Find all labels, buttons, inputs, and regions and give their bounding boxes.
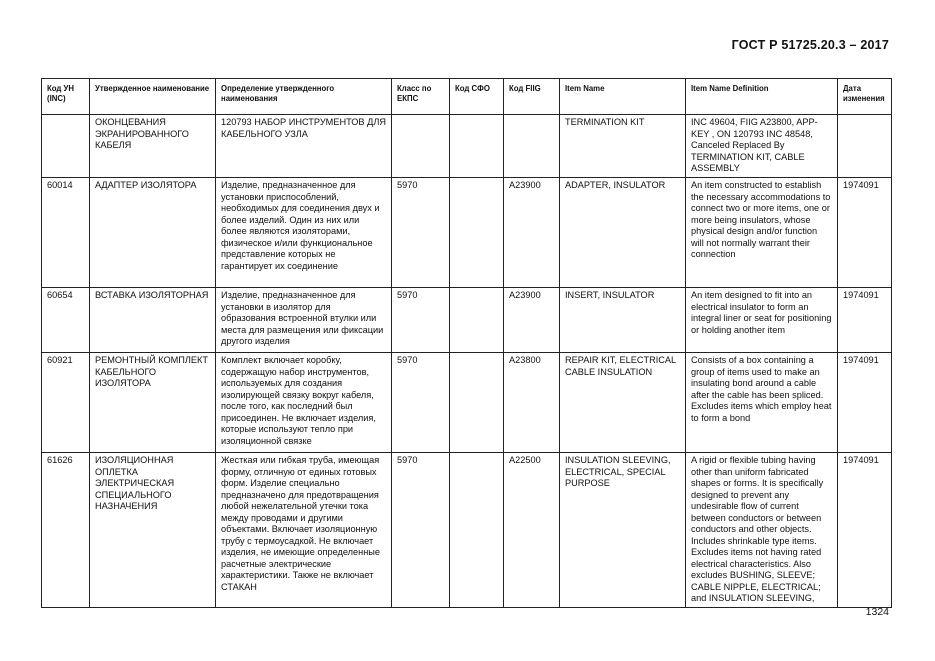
col-header-item-name: Item Name <box>560 79 686 115</box>
cell-def-ru: 120793 НАБОР ИНСТРУМЕНТОВ ДЛЯ КАБЕЛЬНОГО УЗЛА <box>216 115 392 178</box>
cell-name-ru: ВСТАВКА ИЗОЛЯТОРНАЯ <box>90 288 216 353</box>
item-names-table <box>41 78 892 608</box>
cell-sfo <box>450 178 504 288</box>
table-header-row <box>42 79 892 115</box>
cell-item-name: INSULATION SLEEVING, ELECTRICAL, SPECIAL PURPOSE <box>560 453 686 608</box>
cell-date: 1974091 <box>838 453 892 608</box>
cell-name-ru: ОКОНЦЕВАНИЯ ЭКРАНИРОВАННОГО КАБЕЛЯ <box>90 115 216 178</box>
document-code: ГОСТ Р 51725.20.3 – 2017 <box>731 38 889 52</box>
cell-inc: 61626 <box>42 453 90 608</box>
cell-fiig: A23800 <box>504 353 560 453</box>
cell-date <box>838 115 892 178</box>
cell-sfo <box>450 288 504 353</box>
table-row <box>42 353 892 453</box>
cell-item-name: TERMINATION KIT <box>560 115 686 178</box>
cell-item-def: Consists of a box containing a group of items used to make an insulating bond around a cable after the cable has been spliced. Excludes items which employ heat to form a bond <box>686 353 838 453</box>
cell-item-def: INC 49604, FIIG A23800, APP-KEY , ON 120793 INC 48548, Canceled Replaced By TERMINATION KIT, CABLE ASSEMBLY <box>686 115 838 178</box>
cell-name-ru: РЕМОНТНЫЙ КОМПЛЕКТ КАБЕЛЬНОГО ИЗОЛЯТОРА <box>90 353 216 453</box>
cell-class: 5970 <box>392 453 450 608</box>
cell-fiig <box>504 115 560 178</box>
table-row <box>42 453 892 608</box>
cell-def-ru: Жесткая или гибкая труба, имеющая форму, отличную от единых готовых форм. Изделие специально предназначено для предотвращения любой нежелательной утечки тока между проводами и другими объектами. Включает изоляционную трубу с термоусадкой. Не включает изделия, не имеющие определенные расчетные электрические характеристики. Также не включает СТАКАН <box>216 453 392 608</box>
cell-def-ru: Изделие, предназначенное для установки приспособлений, необходимых для соединения двух и более изделий. Один из них или более являются изоляторами, физическое и/или функциональное представление которых не гарантирует их соединение <box>216 178 392 288</box>
cell-fiig: A22500 <box>504 453 560 608</box>
col-header-def-ru: Определение утвержденного наименования <box>216 79 392 115</box>
page-number: 1324 <box>865 606 889 618</box>
cell-inc: 60654 <box>42 288 90 353</box>
cell-sfo <box>450 353 504 453</box>
cell-fiig: A23900 <box>504 178 560 288</box>
col-header-sfo: Код СФО <box>450 79 504 115</box>
cell-item-def: An item constructed to establish the necessary accommodations to connect two or more items, one or more being insulators, whose physical design and/or function will not normally warrant their connection <box>686 178 838 288</box>
cell-sfo <box>450 453 504 608</box>
cell-class: 5970 <box>392 178 450 288</box>
cell-class: 5970 <box>392 353 450 453</box>
cell-date: 1974091 <box>838 288 892 353</box>
cell-inc: 60014 <box>42 178 90 288</box>
col-header-class: Класс по ЕКПС <box>392 79 450 115</box>
cell-def-ru: Комплект включает коробку, содержащую набор инструментов, используемых для создания изолирующей связку вокруг кабеля, после того, как последний был присоединен. Не включает изделия, которые используют тепло при изоляционной связке <box>216 353 392 453</box>
col-header-date: Дата изменения <box>838 79 892 115</box>
cell-item-name: REPAIR KIT, ELECTRICAL CABLE INSULATION <box>560 353 686 453</box>
cell-inc: 60921 <box>42 353 90 453</box>
cell-class: 5970 <box>392 288 450 353</box>
col-header-item-def: Item Name Definition <box>686 79 838 115</box>
cell-item-name: ADAPTER, INSULATOR <box>560 178 686 288</box>
col-header-name-ru: Утвержденное наименование <box>90 79 216 115</box>
table-row <box>42 288 892 353</box>
table-row <box>42 115 892 178</box>
cell-item-def: An item designed to fit into an electrical insulator to form an integral liner or seat for positioning or holding another item <box>686 288 838 353</box>
cell-name-ru: ИЗОЛЯЦИОННАЯ ОПЛЕТКА ЭЛЕКТРИЧЕСКАЯ СПЕЦИАЛЬНОГО НАЗНАЧЕНИЯ <box>90 453 216 608</box>
col-header-fiig: Код FIIG <box>504 79 560 115</box>
cell-date: 1974091 <box>838 353 892 453</box>
col-header-inc: Код УН (INC) <box>42 79 90 115</box>
cell-fiig: A23900 <box>504 288 560 353</box>
cell-name-ru: АДАПТЕР ИЗОЛЯТОРА <box>90 178 216 288</box>
cell-date: 1974091 <box>838 178 892 288</box>
table-row <box>42 178 892 288</box>
cell-sfo <box>450 115 504 178</box>
cell-class <box>392 115 450 178</box>
cell-inc <box>42 115 90 178</box>
cell-def-ru: Изделие, предназначенное для установки в изолятор для образования встроенной втулки или места для размещения или фиксации другого изделия <box>216 288 392 353</box>
cell-item-def: A rigid or flexible tubing having other than uniform fabricated shapes or forms. It is specifically designed to prevent any undesirable flow of current between conductors or between conductors and other objects. Includes shrinkable type items. Excludes items not having rated electrical characteristics. Also excludes BUSHING, SLEEVE; CABLE NIPPLE, ELECTRICAL; and INSULATION SLEEVING, <box>686 453 838 608</box>
cell-item-name: INSERT, INSULATOR <box>560 288 686 353</box>
